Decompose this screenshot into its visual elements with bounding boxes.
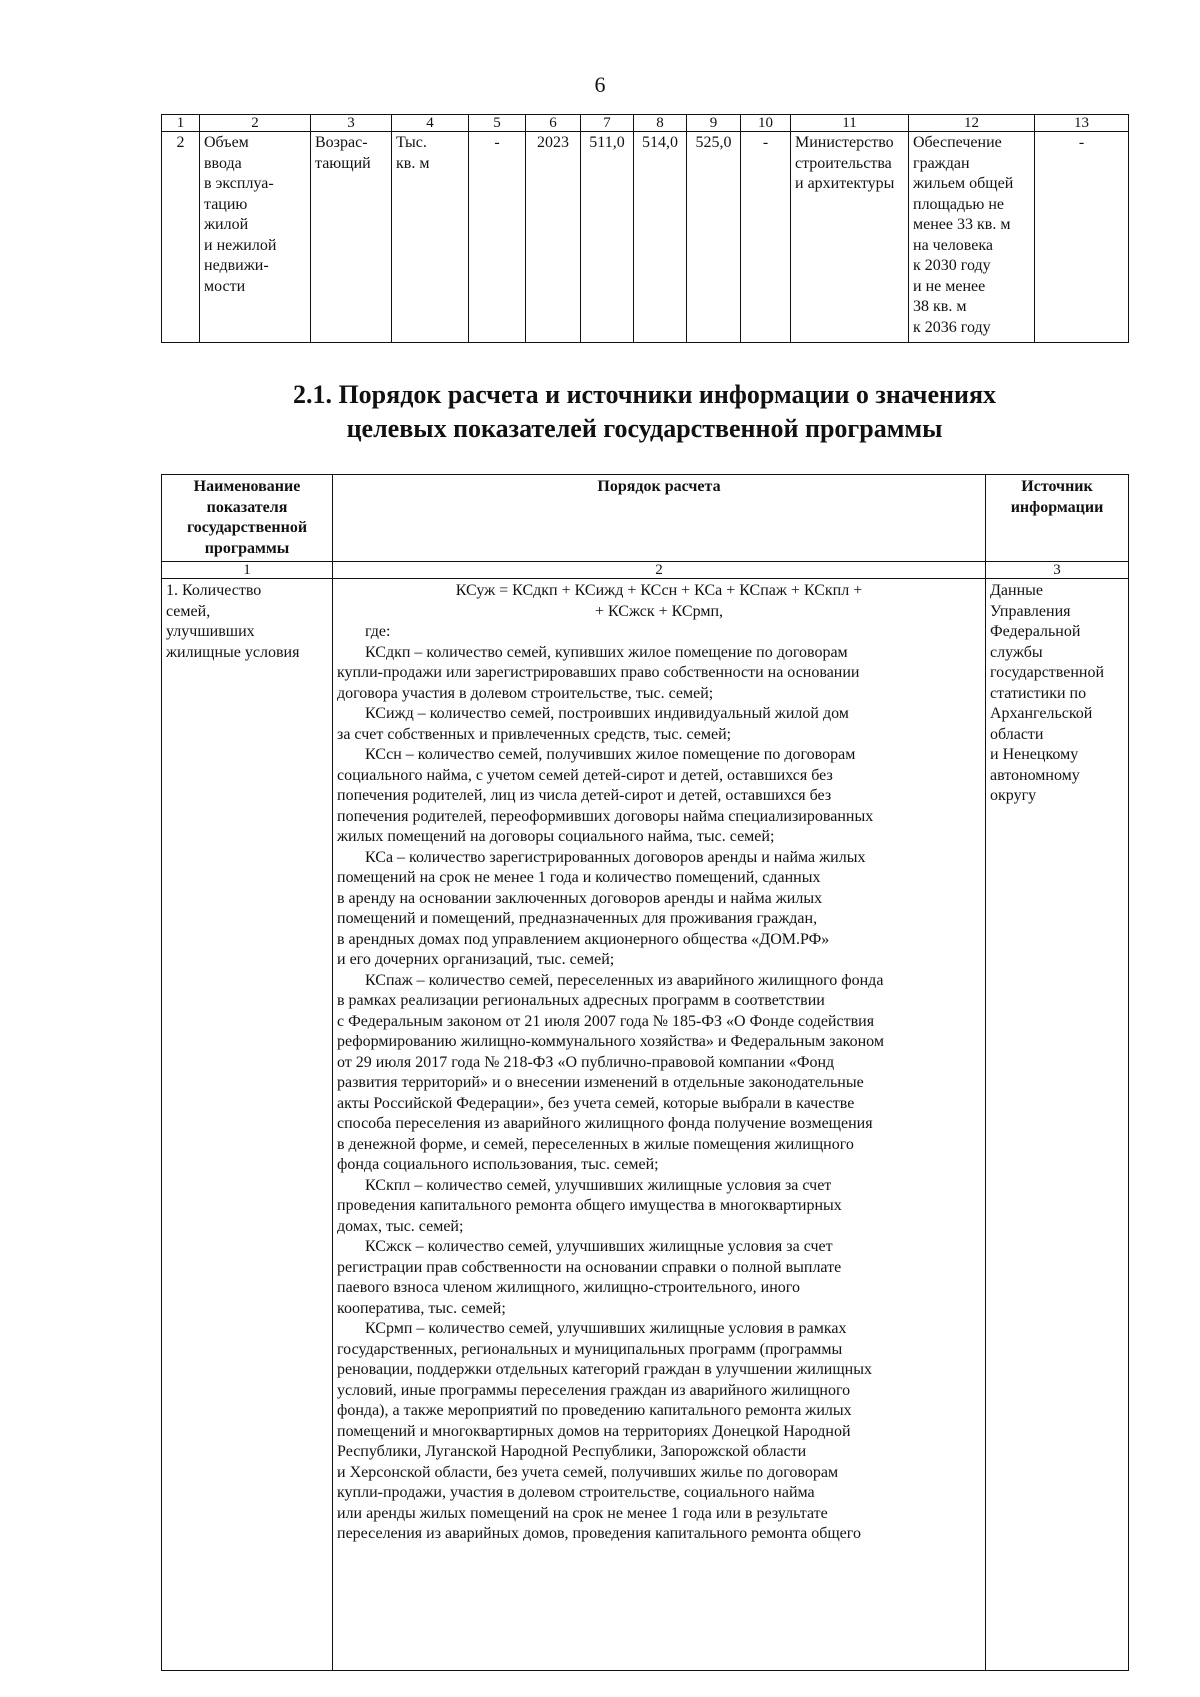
definition-line: КСкпл – количество семей, улучшивших жилищные условия за счет (365, 1176, 832, 1194)
value-3: 525,0 (687, 132, 741, 343)
text-line: программы (204, 539, 290, 557)
indicator-name (162, 579, 333, 1671)
column-number-11: 11 (791, 115, 909, 132)
page-number: 6 (594, 72, 606, 97)
text-line: ввода (204, 154, 242, 172)
text-line: жильем общей (913, 175, 1014, 192)
formula (337, 581, 981, 622)
text-line: 1. Количество (166, 582, 262, 599)
column-number-13: 13 (1035, 115, 1129, 132)
calculation-procedure (333, 579, 986, 1671)
header-indicator-name (162, 475, 333, 562)
indicator-name (200, 132, 311, 343)
text-line: Возрас- (315, 134, 368, 151)
header-calculation: Порядок расчета (333, 475, 986, 562)
text-line: Федеральной (990, 623, 1081, 640)
column-number-8: 8 (634, 115, 687, 132)
definition-line: в рамках реализации региональных адресных программ в соответствии (337, 992, 825, 1009)
definition-line: кооператива, тыс. семей; (337, 1299, 506, 1317)
definition-line: акты Российской Федерации», без учета семей, которые выбрали в качестве (337, 1094, 855, 1112)
header-row (162, 475, 1129, 562)
definition-line: купли-продажи или зарегистрировавших право собственности на основании (337, 664, 860, 681)
column-number-3: 3 (986, 562, 1129, 579)
base-year: 2023 (526, 132, 581, 343)
text-line: мости (204, 277, 246, 295)
text-line: области (990, 725, 1044, 743)
column-numbers-row-2 (162, 562, 1129, 579)
calculation-table (161, 474, 1129, 1671)
text-line: семей, (166, 602, 211, 620)
definition-line: реформированию жилищно-коммунального хозяйства» и Федеральным законом (337, 1033, 884, 1050)
text-line: округу (990, 787, 1037, 804)
row-number: 2 (162, 132, 200, 343)
column-number-2: 2 (200, 115, 311, 132)
text-line: строительства (795, 154, 892, 172)
information-source (986, 579, 1129, 1671)
definition-line: от 29 июля 2017 года № 218-ФЗ «О публично-правовой компании «Фонд (337, 1053, 835, 1071)
text-line: Обеспечение (913, 134, 1002, 151)
definition-line: регистрации прав собственности на основании справки о полной выплате (337, 1258, 842, 1276)
text-line: площадью не (913, 195, 1005, 213)
text-line: кв. м (396, 154, 430, 172)
definition-line: где: (365, 623, 391, 640)
formula-definitions (337, 622, 981, 1545)
definition-line: способа переселения из аварийного жилищного фонда получение возмещения (337, 1115, 873, 1132)
cell-col13: - (1035, 132, 1129, 343)
text-line: в эксплуа- (204, 175, 274, 192)
text-line: Источник (1021, 478, 1093, 495)
definition-line: КСдкп – количество семей, купивших жилое помещение по договорам (365, 643, 848, 661)
definition-line: КСрмп – количество семей, улучшивших жилищные условия в рамках (365, 1320, 847, 1337)
definition-line: развития территорий» и о внесении изменений в отдельные законодательные (337, 1074, 864, 1091)
text-line: Наименование (193, 478, 301, 495)
column-number-10: 10 (741, 115, 791, 132)
text-line: граждан (913, 154, 970, 172)
definition-line: договора участия в долевом строительстве, тыс. семей; (337, 684, 714, 702)
text-line: автономному (990, 766, 1080, 784)
column-number-1: 1 (162, 562, 333, 579)
text-line: Министерство (795, 134, 894, 151)
definition-line: помещений и многоквартирных домов на территориях Донецкой Народной (337, 1422, 851, 1440)
value-1: 511,0 (581, 132, 634, 343)
text-line: государственной (990, 664, 1105, 681)
definition-line: или аренды жилых помещений на срок не менее 1 года или в результате (337, 1504, 828, 1522)
table-row (162, 579, 1129, 1671)
table-row (162, 132, 1129, 343)
responsible-body (791, 132, 909, 343)
text-line: к 2030 году (913, 257, 991, 274)
definition-line: Республики, Луганской Народной Республики, Запорожской области (337, 1443, 807, 1460)
definition-line: реновации, поддержки отдельных категорий граждан в улучшении жилищных (337, 1361, 872, 1378)
text-line: и архитектуры (795, 175, 895, 192)
definition-line: КСсн – количество семей, получивших жилое помещение по договорам (365, 746, 856, 763)
definition-line: фонда социального использования, тыс. семей; (337, 1156, 659, 1173)
definition-line: купли-продажи, участия в долевом строительстве, социального найма (337, 1484, 815, 1501)
definition-line: КСпаж – количество семей, переселенных из аварийного жилищного фонда (365, 971, 884, 989)
indicator-table (161, 114, 1129, 343)
text-line: Тыс. (396, 134, 427, 151)
text-line: показателя (206, 498, 288, 516)
definition-line: помещений на срок не менее 1 года и количество помещений, сданных (337, 869, 821, 886)
definition-line: попечения родителей, лиц из числа детей-сирот и детей, оставшихся без (337, 787, 832, 804)
text-line: на человека (913, 236, 993, 254)
definition-line: условий, иные программы переселения граждан из аварийного жилищного (337, 1381, 851, 1399)
definition-line: фонда), а также мероприятий по проведению капитального ремонта жилых (337, 1402, 852, 1419)
text-line: менее 33 кв. м (913, 216, 1011, 233)
column-number-5: 5 (469, 115, 526, 132)
text-line: Данные (990, 582, 1043, 599)
value-2: 514,0 (634, 132, 687, 343)
text-line: + КСжск + КСрмп, (594, 602, 724, 620)
definition-line: КСжск – количество семей, улучшивших жилищные условия за счет (365, 1238, 833, 1255)
section-title (161, 378, 1128, 446)
definition-line: домах, тыс. семей; (337, 1217, 464, 1235)
text-line: тающий (315, 154, 371, 172)
column-number-7: 7 (581, 115, 634, 132)
text-line: и не менее (913, 277, 986, 295)
cell-col5: - (469, 132, 526, 343)
text-line: недвижи- (204, 257, 269, 274)
text-line: улучшивших (166, 623, 255, 640)
text-line: КСуж = КСдкп + КСижд + КСсн + КСа + КСпаж + КСкпл + (455, 582, 863, 599)
definition-line: переселения из аварийных домов, проведения капитального ремонта общего (337, 1525, 861, 1542)
column-numbers-row (162, 115, 1129, 132)
text-line: Объем (204, 134, 249, 151)
text-line: статистики по (990, 684, 1087, 702)
column-number-3: 3 (311, 115, 392, 132)
definition-line: за счет собственных и привлеченных средств, тыс. семей; (337, 725, 732, 743)
text-line: 2.1. Порядок расчета и источники информации о значениях (292, 380, 997, 409)
definition-line: помещений и помещений, предназначенных для проживания граждан, (337, 910, 818, 927)
indicator-direction (311, 132, 392, 343)
text-line: тацию (204, 195, 248, 213)
definition-line: государственных, региональных и муниципальных программ (программы (337, 1340, 843, 1358)
definition-line: паевого взноса членом жилищного, жилищно-строительного, иного (337, 1279, 800, 1296)
indicator-unit (392, 132, 469, 343)
text-line: целевых показателей государственной программы (346, 414, 943, 443)
column-number-6: 6 (526, 115, 581, 132)
text-line: Управления (990, 602, 1071, 620)
header-source (986, 475, 1129, 562)
text-line: и Ненецкому (990, 746, 1079, 763)
cell-col10: - (741, 132, 791, 343)
definition-line: КСа – количество зарегистрированных договоров аренды и найма жилых (365, 848, 866, 866)
text-line: и нежилой (204, 236, 277, 254)
definition-line: с Федеральным законом от 21 июля 2007 года № 185-ФЗ «О Фонде содействия (337, 1012, 875, 1030)
text-line: информации (1010, 498, 1104, 516)
column-number-2: 2 (333, 562, 986, 579)
definition-line: жилых помещений на договоры социального найма, тыс. семей; (337, 828, 775, 845)
indicator-goal (909, 132, 1035, 343)
text-line: Архангельской (990, 705, 1093, 722)
text-line: государственной (186, 519, 308, 536)
definition-line: попечения родителей, переоформивших договоры найма специализированных (337, 807, 874, 825)
text-line: жилой (204, 216, 249, 233)
text-line: 38 кв. м (913, 298, 967, 315)
definition-line: в арендных домах под управлением акционерного общества «ДОМ.РФ» (337, 930, 830, 948)
column-number-1: 1 (162, 115, 200, 132)
text-line: к 2036 году (913, 318, 991, 336)
text-line: службы (990, 643, 1043, 661)
definition-line: проведения капитального ремонта общего имущества в многоквартирных (337, 1197, 842, 1214)
column-number-9: 9 (687, 115, 741, 132)
definition-line: в аренду на основании заключенных договоров аренды и найма жилых (337, 889, 823, 907)
definition-line: и Херсонской области, без учета семей, получивших жилье по договорам (337, 1463, 839, 1481)
column-number-4: 4 (392, 115, 469, 132)
definition-line: в денежной форме, и семей, переселенных в жилые помещения жилищного (337, 1135, 854, 1153)
definition-line: и его дочерних организаций, тыс. семей; (337, 951, 615, 968)
column-number-12: 12 (909, 115, 1035, 132)
definition-line: социального найма, с учетом семей детей-сирот и детей, оставшихся без (337, 766, 833, 784)
text-line: жилищные условия (166, 643, 300, 661)
definition-line: КСижд – количество семей, построивших индивидуальный жилой дом (365, 705, 849, 722)
